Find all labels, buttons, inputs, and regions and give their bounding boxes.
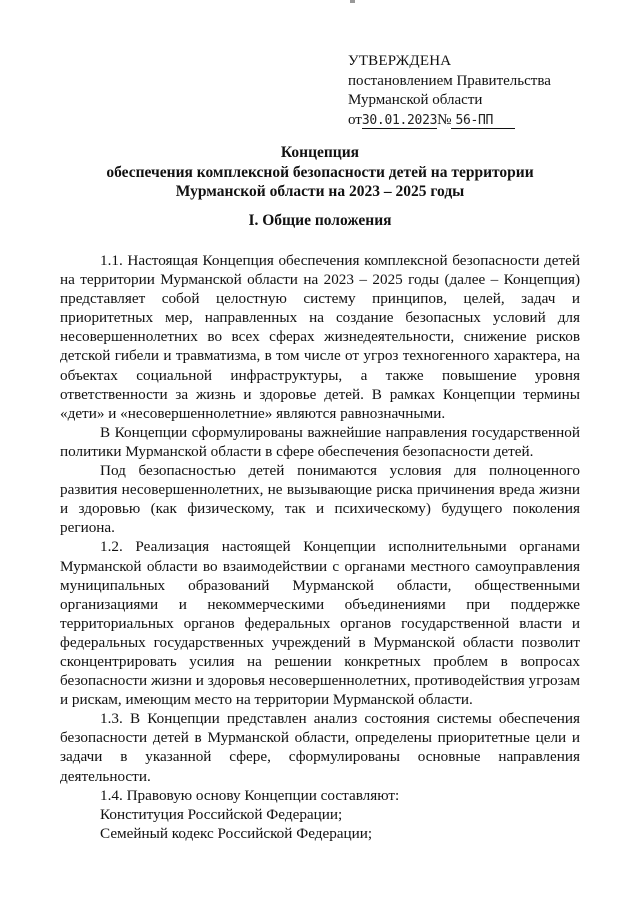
- approval-line-1: постановлением Правительства: [348, 72, 551, 89]
- title-line-2: обеспечения комплексной безопасности детей на территории: [106, 163, 534, 181]
- number-prefix: №: [437, 111, 452, 128]
- approval-date-line: [348, 111, 551, 131]
- paragraph-1-2: 1.2. Реализация настоящей Концепции исполнительными органами Мурманской области во взаимодействии с органами местного самоуправления муниципальных образований Мурманской области, общественными организациями и некоммерческими объединениями при поддержке территориальных органов федеральных органов государственной власти и федеральных государственных учреждений в Мурманской области позволит сконцентрировать усилия на решении конкретных проблем в вопросах безопасности жизни и здоровья несовершеннолетних, противодействия угрозам и рискам, имеющим место на территории Мурманской области.: [60, 538, 580, 709]
- approval-line-2: Мурманской области: [348, 92, 483, 108]
- paragraph-1-1: 1.1. Настоящая Концепция обеспечения комплексной безопасности детей на территории Мурманской области на 2023 – 2025 годы (далее – Концепция) представляет собой целостную систему принципов, целей, задач и приоритетных мер, направленных на создание безопасных условий для несовершеннолетних во всех сферах жизнедеятельности, снижение рисков детской гибели и травматизма, в том числе от угроз техногенного характера, на объектах социальной инфраструктуры, а также повышение уровня ответственности за жизнь и здоровье детей. В рамках Концепции термины «дети» и «несовершеннолетние» являются равнозначными.: [60, 252, 580, 422]
- section-heading: I. Общие положения: [248, 212, 392, 229]
- title-line-1: Концепция: [280, 144, 360, 161]
- paragraph-safety-definition: Под безопасностью детей понимаются условия для полноценного развития несовершеннолетних, не вызывающие риска причинения вреда жизни и здоровью (как физическому, так и психическому) будущего поколения региона.: [60, 462, 580, 537]
- paragraph-1-4: 1.4. Правовую основу Концепции составляют:: [100, 786, 400, 804]
- legal-basis-item: Конституция Российской Федерации;: [100, 805, 343, 823]
- paragraph-concept-directions: В Концепции сформулированы важнейшие направления государственной политики Мурманской области в сфере обеспечения безопасности детей.: [60, 423, 580, 460]
- approval-stamp: [348, 52, 551, 130]
- approval-number: 56-ПП: [451, 113, 515, 129]
- document-title: [60, 143, 580, 202]
- paragraph-1-3: 1.3. В Концепции представлен анализ состояния системы обеспечения безопасности детей в Мурманской области, определены приоритетные цели и задачи в указанной сфере, сформулированы основные направления деятельности.: [60, 710, 580, 785]
- title-line-3: Мурманской области на 2023 – 2025 годы: [175, 183, 465, 200]
- date-prefix: от: [348, 111, 362, 128]
- approval-heading: УТВЕРЖДЕНА: [348, 53, 452, 69]
- scan-mark: [350, 0, 355, 3]
- legal-basis-item: Семейный кодекс Российской Федерации;: [100, 824, 373, 842]
- approval-date: 30.01.2023: [361, 112, 438, 128]
- document-body: [60, 251, 580, 843]
